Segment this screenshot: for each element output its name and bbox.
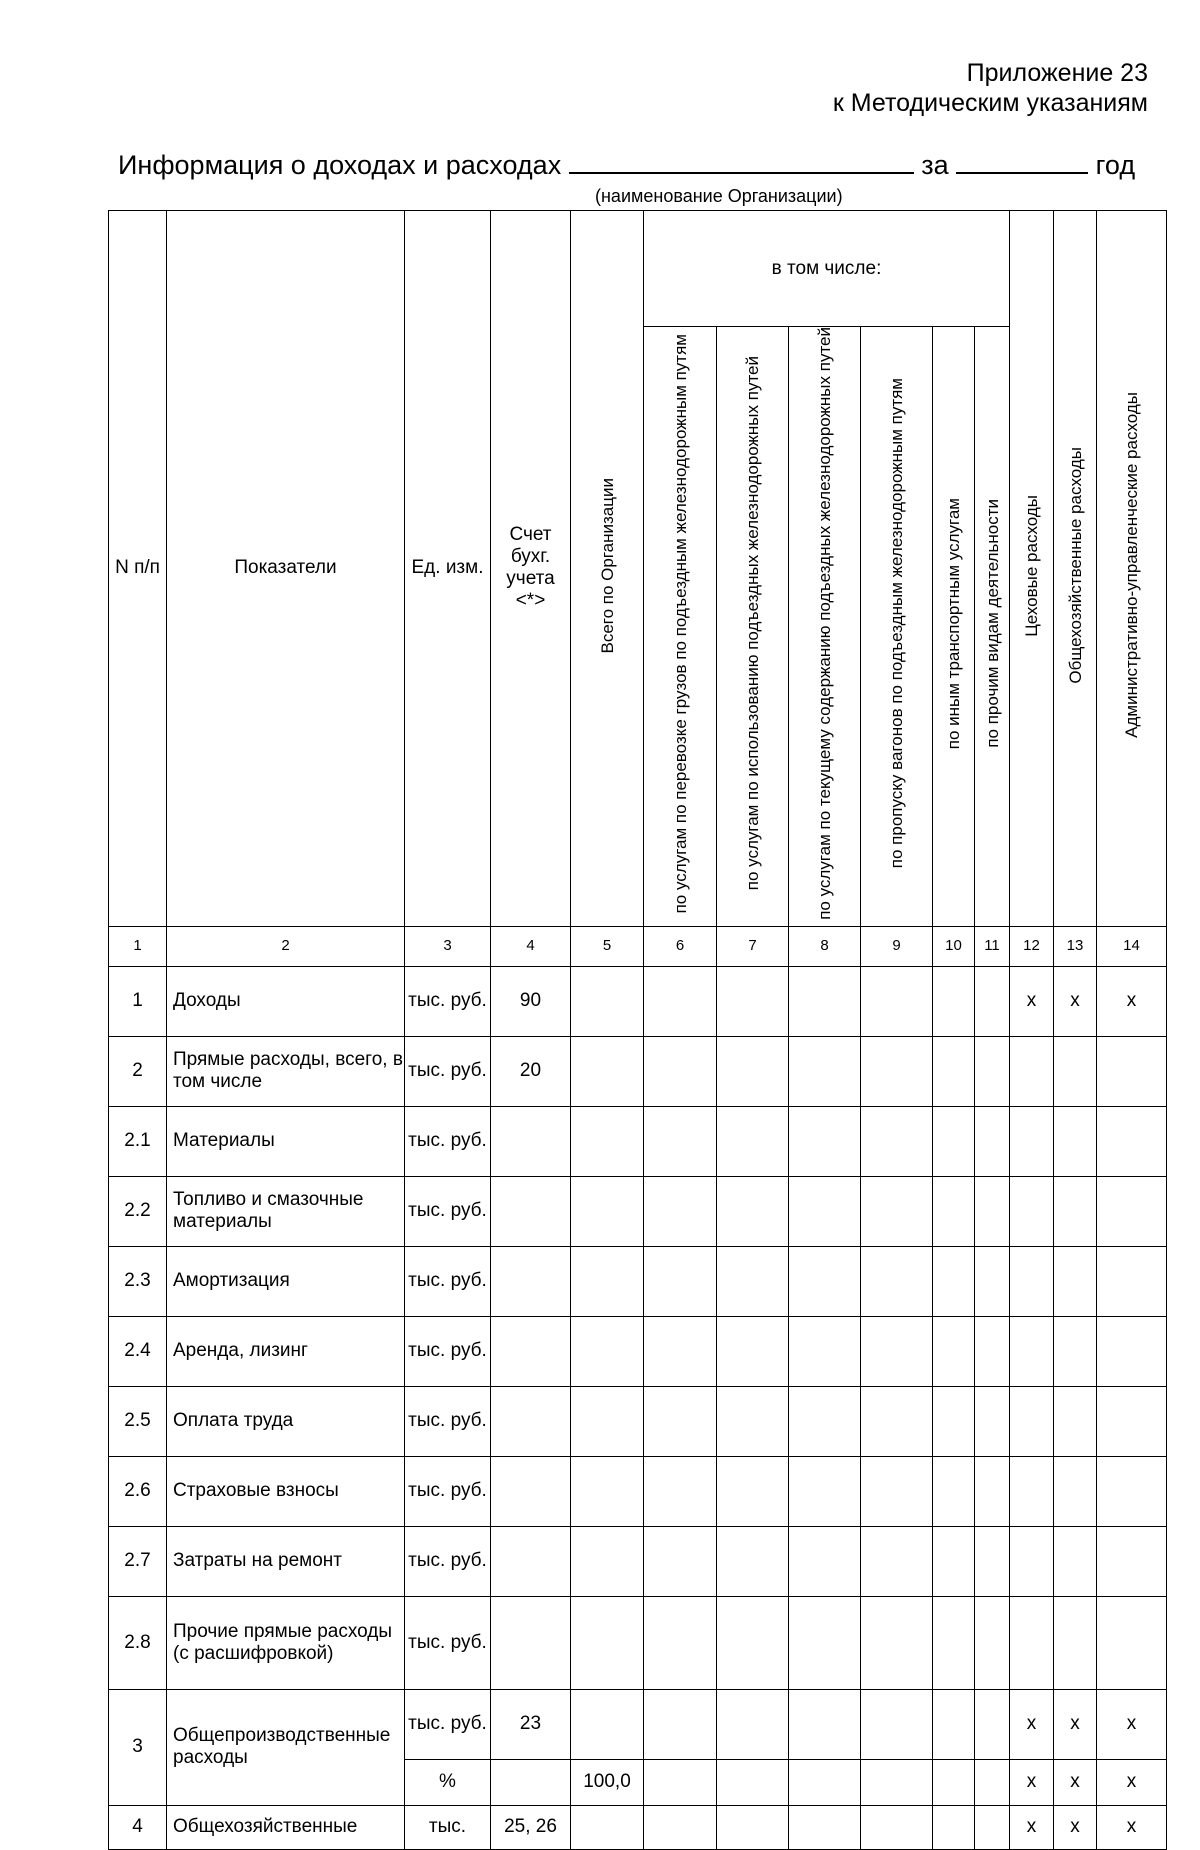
title-prefix: Информация о доходах и расходах [118,150,562,180]
row-cell [933,1316,975,1386]
header-col-8-text: по услугам по текущему содержанию подъездных железнодорожных путей [815,327,834,920]
row-cell [861,1246,933,1316]
row-cell [644,1176,717,1246]
row-indicator: Прямые расходы, всего, в том числе [167,1036,405,1106]
row-cell [789,1106,861,1176]
col-number: 13 [1054,926,1097,966]
row-cell [933,1106,975,1176]
row-cell [717,1176,789,1246]
row-cell-14 [1097,1456,1167,1526]
header-col-7 [717,327,789,927]
row-cell [789,1805,861,1849]
header-col-9-text: по пропуску вагонов по подъездным железнодорожным путям [887,378,906,869]
row-cell-13 [1054,1176,1097,1246]
header-col-3: Ед. изм. [405,211,491,927]
row-account [491,1246,571,1316]
row-cell [644,1316,717,1386]
row-unit: тыс. руб. [405,1596,491,1689]
row-cell [861,1316,933,1386]
row-cell [861,1456,933,1526]
row-indicator: Оплата труда [167,1386,405,1456]
row-cell [933,1456,975,1526]
row-cell [933,1176,975,1246]
row-cell-13 [1054,1316,1097,1386]
row-cell-13: x [1054,1805,1097,1849]
row-cell [975,1106,1010,1176]
row-cell-13 [1054,1526,1097,1596]
row-cell [717,1596,789,1689]
header-col-7-text: по услугам по использованию подъездных железнодорожных путей [743,356,762,891]
header-col-9 [861,327,933,927]
row-number: 2.3 [109,1246,167,1316]
row-cell [975,966,1010,1036]
row-account: 20 [491,1036,571,1106]
row-cell-13: x [1054,966,1097,1036]
row-cell-13 [1054,1596,1097,1689]
row-cell [717,1759,789,1805]
row-cell [933,1526,975,1596]
row-number: 4 [109,1805,167,1849]
row-cell [861,966,933,1036]
row-cell [717,1386,789,1456]
row-cell [861,1176,933,1246]
row-cell-12: x [1010,1759,1054,1805]
col-number: 9 [861,926,933,966]
organization-caption: (наименование Организации) [595,186,843,206]
row-cell [789,966,861,1036]
appendix-line1: Приложение 23 [966,59,1148,87]
row-number: 2 [109,1036,167,1106]
header-group: в том числе: [644,211,1010,327]
row-cell [933,1386,975,1456]
row-cell-14: x [1097,1805,1167,1849]
row-cell [861,1689,933,1759]
row-indicator: Доходы [167,966,405,1036]
row-indicator: Аренда, лизинг [167,1316,405,1386]
row-cell [644,1106,717,1176]
document-title [118,148,1135,181]
row-cell [717,1246,789,1316]
row-cell [975,1596,1010,1689]
col-number: 3 [405,926,491,966]
row-cell [789,1386,861,1456]
col-number: 2 [167,926,405,966]
header-col-5 [571,211,644,927]
table-row [109,1246,1167,1316]
row-unit: тыс. руб. [405,1689,491,1759]
column-number-row [109,926,1167,966]
row-cell-13: x [1054,1759,1097,1805]
row-unit: тыс. руб. [405,1106,491,1176]
row-number: 2.1 [109,1106,167,1176]
row-cell [644,1246,717,1316]
row-cell [975,1456,1010,1526]
row-cell-14 [1097,1596,1167,1689]
row-cell [861,1386,933,1456]
row-total [571,1805,644,1849]
row-account: 25, 26 [491,1805,571,1849]
row-cell-12 [1010,1526,1054,1596]
col-number: 4 [491,926,571,966]
table-row [109,1805,1167,1849]
row-cell-14 [1097,1526,1167,1596]
header-col-1: N п/п [109,211,167,927]
col-number: 6 [644,926,717,966]
row-cell-14 [1097,1386,1167,1456]
row-total [571,1246,644,1316]
header-col-5-text: Всего по Организации [597,477,617,654]
title-middle: за [921,150,949,180]
row-indicator: Общехозяйственные [167,1805,405,1849]
row-account [491,1596,571,1689]
row-cell [933,1805,975,1849]
row-indicator: Прочие прямые расходы (с расшифровкой) [167,1596,405,1689]
row-total: 100,0 [571,1759,644,1805]
row-account: 23 [491,1689,571,1759]
table-row [109,1456,1167,1526]
header-col-13-text: Общехозяйственные расходы [1065,447,1085,684]
row-unit: тыс. руб. [405,1176,491,1246]
row-cell [644,1805,717,1849]
table-row [109,966,1167,1036]
row-total [571,1036,644,1106]
row-cell [789,1176,861,1246]
col-number: 10 [933,926,975,966]
row-cell-12 [1010,1246,1054,1316]
row-cell [933,1759,975,1805]
table-row [109,1689,1167,1759]
row-cell-12 [1010,1596,1054,1689]
header-col-11 [975,327,1010,927]
row-account [491,1526,571,1596]
row-cell [644,1689,717,1759]
row-cell [933,1596,975,1689]
row-cell [789,1456,861,1526]
row-unit: тыс. руб. [405,1246,491,1316]
row-total [571,1176,644,1246]
row-cell [861,1526,933,1596]
table-row [109,1526,1167,1596]
row-cell-14: x [1097,1759,1167,1805]
row-cell [933,1036,975,1106]
row-cell [975,1316,1010,1386]
row-cell-14 [1097,1316,1167,1386]
row-unit: тыс. руб. [405,1386,491,1456]
row-unit: тыс. [405,1805,491,1849]
row-indicator: Затраты на ремонт [167,1526,405,1596]
row-cell-12 [1010,1386,1054,1456]
table-row [109,1596,1167,1689]
row-unit: тыс. руб. [405,966,491,1036]
row-cell [644,1759,717,1805]
row-account [491,1316,571,1386]
row-cell [861,1759,933,1805]
row-account [491,1386,571,1456]
row-number: 2.5 [109,1386,167,1456]
header-col-8 [789,327,861,927]
row-number: 2.6 [109,1456,167,1526]
row-cell [789,1759,861,1805]
row-account [491,1176,571,1246]
col-number: 7 [717,926,789,966]
header-col-11-text: по прочим видам деятельности [982,499,1002,748]
row-cell [717,1316,789,1386]
col-number: 5 [571,926,644,966]
title-suffix: год [1095,150,1136,180]
row-cell-14 [1097,1106,1167,1176]
row-cell [644,1036,717,1106]
row-cell-12: x [1010,966,1054,1036]
row-total [571,1526,644,1596]
row-cell [861,1106,933,1176]
row-cell [789,1246,861,1316]
row-indicator: Амортизация [167,1246,405,1316]
row-unit: тыс. руб. [405,1036,491,1106]
header-col-14 [1097,211,1167,927]
header-col-13 [1054,211,1097,927]
row-cell [717,1805,789,1849]
header-col-12 [1010,211,1054,927]
row-number: 2.7 [109,1526,167,1596]
row-total [571,1596,644,1689]
row-unit: тыс. руб. [405,1456,491,1526]
row-indicator: Общепроизводственные расходы [167,1689,405,1805]
header-col-10-text: по иным транспортным услугам [944,497,963,750]
row-number: 2.8 [109,1596,167,1689]
row-cell-12 [1010,1456,1054,1526]
row-account [491,1456,571,1526]
col-number: 1 [109,926,167,966]
row-cell [975,1805,1010,1849]
row-cell [644,1526,717,1596]
row-cell-13 [1054,1456,1097,1526]
row-cell-14 [1097,1246,1167,1316]
row-cell [789,1596,861,1689]
row-cell [644,1456,717,1526]
row-account: 90 [491,966,571,1036]
header-col-6 [644,327,717,927]
row-cell [975,1759,1010,1805]
row-cell [975,1386,1010,1456]
row-number: 2.2 [109,1176,167,1246]
row-cell [717,966,789,1036]
row-cell [861,1036,933,1106]
row-cell [717,1106,789,1176]
col-number: 14 [1097,926,1167,966]
row-cell [644,1386,717,1456]
year-blank [956,148,1088,174]
row-cell [644,1596,717,1689]
organization-blank [569,148,914,174]
row-cell [975,1176,1010,1246]
row-cell [789,1036,861,1106]
row-cell [789,1316,861,1386]
row-cell [717,1526,789,1596]
table-row [109,1316,1167,1386]
row-cell-13 [1054,1246,1097,1316]
row-cell-13 [1054,1106,1097,1176]
row-cell [975,1526,1010,1596]
row-cell-13 [1054,1036,1097,1106]
row-cell-14 [1097,1176,1167,1246]
row-total [571,1386,644,1456]
row-cell [717,1456,789,1526]
row-cell-14: x [1097,1689,1167,1759]
row-cell [933,966,975,1036]
row-account [491,1759,571,1805]
col-number: 12 [1010,926,1054,966]
row-cell-12 [1010,1316,1054,1386]
row-cell [933,1246,975,1316]
header-col-14-text: Административно-управленческие расходы [1122,392,1141,739]
row-cell-12 [1010,1106,1054,1176]
row-indicator: Страховые взносы [167,1456,405,1526]
row-cell [789,1526,861,1596]
row-total [571,1316,644,1386]
table-row [109,1036,1167,1106]
row-cell-12: x [1010,1689,1054,1759]
row-cell [861,1596,933,1689]
col-number: 8 [789,926,861,966]
row-cell [975,1036,1010,1106]
row-cell [789,1689,861,1759]
row-cell [717,1036,789,1106]
row-cell [975,1689,1010,1759]
row-indicator: Материалы [167,1106,405,1176]
row-cell-13 [1054,1386,1097,1456]
row-total [571,1106,644,1176]
header-col-6-text: по услугам по перевозке грузов по подъездным железнодорожным путям [670,333,690,914]
header-col-10 [933,327,975,927]
table-row [109,1106,1167,1176]
header-col-4: Счет бухг. учета <*> [491,211,571,927]
header-row-1 [109,211,1167,327]
header-col-12-text: Цеховые расходы [1022,494,1041,637]
row-cell-12 [1010,1176,1054,1246]
appendix-line2: к Методическим указаниям [832,89,1148,117]
row-cell-14 [1097,1036,1167,1106]
row-cell [644,966,717,1036]
table-row [109,1386,1167,1456]
row-total [571,1689,644,1759]
row-unit: тыс. руб. [405,1526,491,1596]
row-unit: тыс. руб. [405,1316,491,1386]
row-cell [717,1689,789,1759]
row-cell [975,1246,1010,1316]
row-cell [933,1689,975,1759]
row-cell [861,1805,933,1849]
header-col-2: Показатели [167,211,405,927]
col-number: 11 [975,926,1010,966]
row-indicator: Топливо и смазочные материалы [167,1176,405,1246]
row-total [571,966,644,1036]
table-row [109,1176,1167,1246]
row-number: 2.4 [109,1316,167,1386]
row-cell-12 [1010,1036,1054,1106]
income-expense-table [108,210,1167,1850]
row-total [571,1456,644,1526]
row-unit: % [405,1759,491,1805]
row-number: 1 [109,966,167,1036]
row-cell-12: x [1010,1805,1054,1849]
row-number: 3 [109,1689,167,1805]
row-cell-14: x [1097,966,1167,1036]
row-cell-13: x [1054,1689,1097,1759]
row-account [491,1106,571,1176]
appendix-note [833,58,1148,118]
